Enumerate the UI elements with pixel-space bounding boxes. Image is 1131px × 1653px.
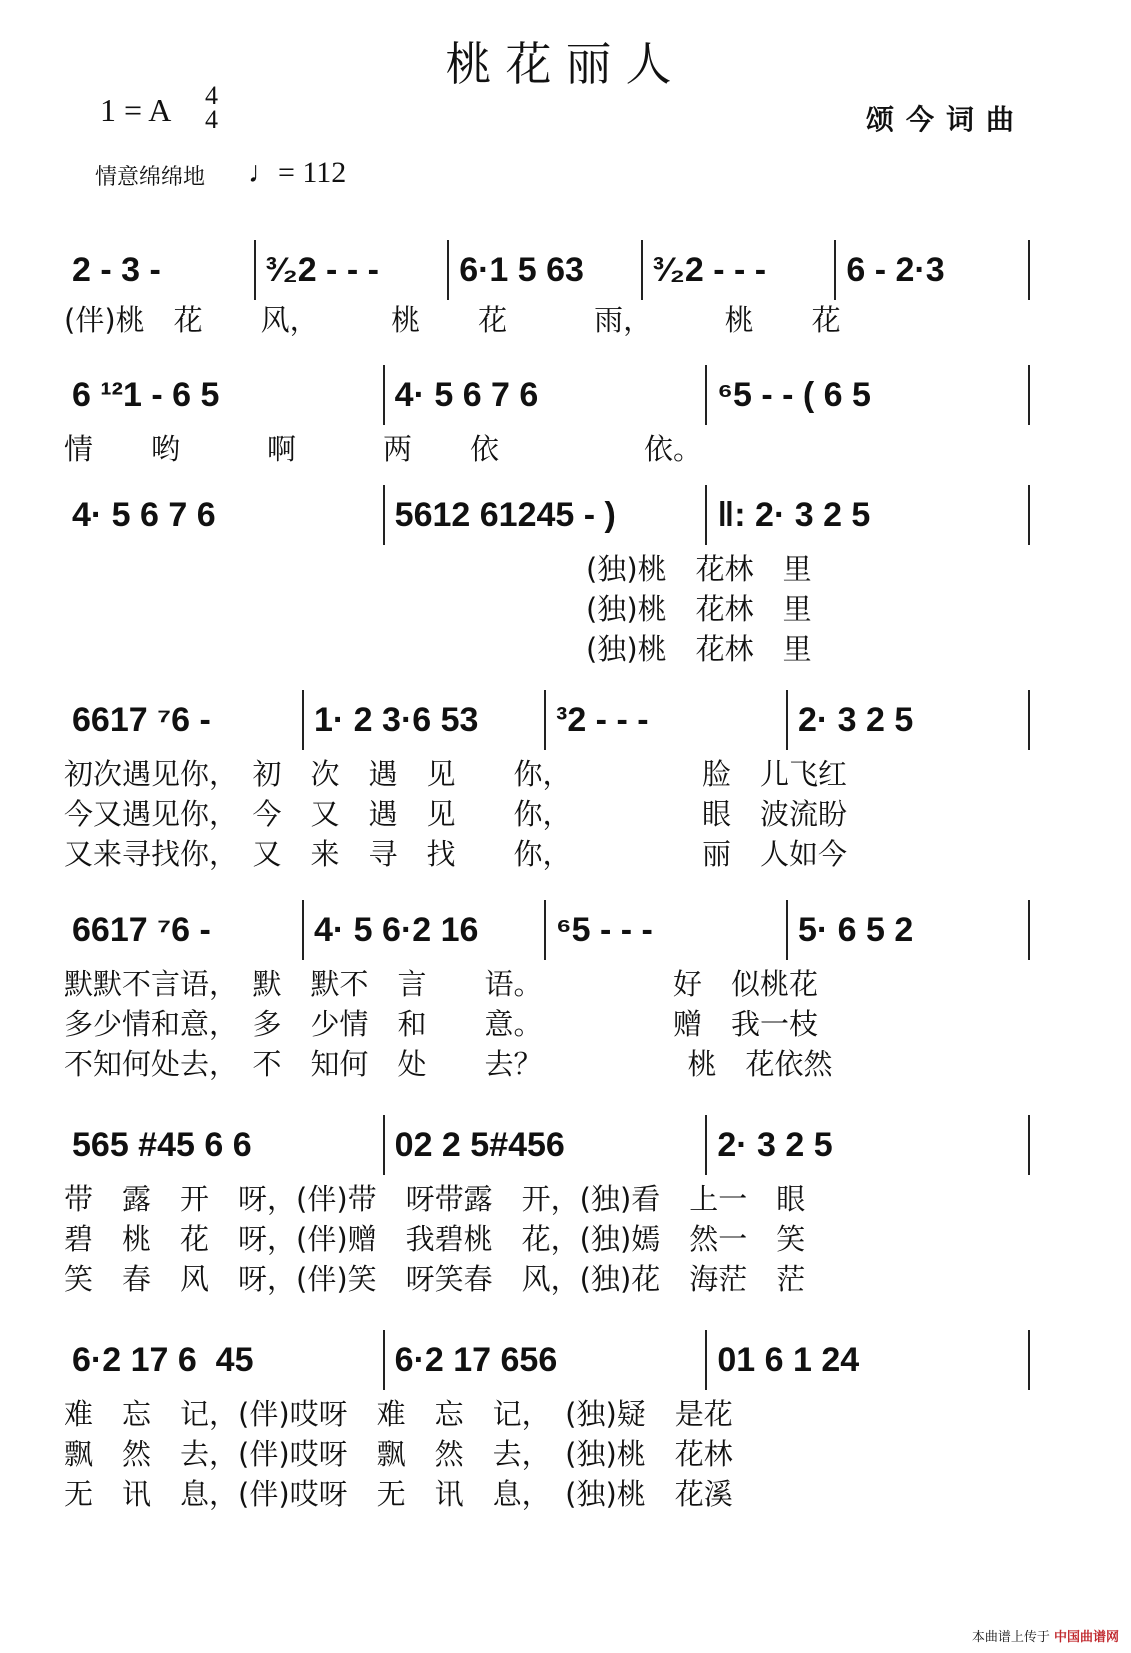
lyric-line: (独)桃 花林 里 <box>64 632 812 666</box>
measure: 5612 61245 - ) <box>385 485 708 545</box>
score-system <box>62 900 1030 1084</box>
lyric-line: 又来寻找你， 又 来 寻 找 你， 丽 人如今 <box>64 837 848 871</box>
lyric-line: 碧 桃 花 呀，(伴)赠 我碧桃 花，(独)嫣 然一 笑 <box>64 1222 806 1256</box>
lyric-line: 带 露 开 呀，(伴)带 呀带露 开，(独)看 上一 眼 <box>64 1182 806 1216</box>
notation-row <box>62 365 1030 425</box>
measure: 2· 3 2 5 <box>788 690 1030 750</box>
lyric-line: 多少情和意， 多 少情 和 意。 赠 我一枝 <box>64 1007 819 1041</box>
time-signature <box>205 81 218 134</box>
footer-text: 本曲谱上传于 <box>971 1630 1050 1645</box>
lyric-line: 初次遇见你， 初 次 遇 见 你， 脸 儿飞红 <box>64 757 848 791</box>
score-system <box>62 690 1030 874</box>
key-signature: 1 = A <box>100 92 172 128</box>
notation-row <box>62 1115 1030 1175</box>
measure: 565 #45 6 6 <box>62 1115 385 1175</box>
notation-row <box>62 485 1030 545</box>
measure: 2· 3 2 5 <box>707 1115 1030 1175</box>
measure: 6·2 17 656 <box>385 1330 708 1390</box>
lyric-line: (独)桃 花林 里 <box>64 592 812 626</box>
footer-watermark <box>972 1626 1119 1645</box>
measure: 6 - 2·3 <box>836 240 1030 300</box>
measure: 1· 2 3·6 53 <box>304 690 546 750</box>
notation-row <box>62 900 1030 960</box>
score-system <box>62 240 1030 340</box>
score-system <box>62 485 1030 669</box>
measure: 6 ¹²1 - 6 5 <box>62 365 385 425</box>
song-title: 桃花丽人 <box>445 37 686 91</box>
lyric-line: 今又遇见你， 今 又 遇 见 你， 眼 波流盼 <box>64 797 848 831</box>
measure: 6·2 17 6 45 <box>62 1330 385 1390</box>
measure: ⁶5 - - - <box>546 900 788 960</box>
measure: ⁶5 - - ( 6 5 <box>707 365 1030 425</box>
measure: ³⁄₂2 - - - <box>256 240 450 300</box>
measure: 6617 ⁷6 - <box>62 900 304 960</box>
measure: 4· 5 6 7 6 <box>62 485 385 545</box>
measure: 4· 5 6·2 16 <box>304 900 546 960</box>
tempo-mark: ♩= 112 <box>248 156 347 189</box>
lyric-line: 不知何处去， 不 知何 处 去？ 桃 花依然 <box>64 1047 833 1081</box>
measure: ³2 - - - <box>546 690 788 750</box>
lyric-line: 默默不言语， 默 默不 言 语。 好 似桃花 <box>64 967 819 1001</box>
score-system <box>62 1330 1030 1514</box>
measure: 01 6 1 24 <box>707 1330 1030 1390</box>
expression-mark: 情意绵绵地 <box>95 165 206 190</box>
measure: ³⁄₂2 - - - <box>643 240 837 300</box>
measure: 5· 6 5 2 <box>788 900 1030 960</box>
author: 颂今词曲 <box>865 103 1026 136</box>
measure: ‖: 2· 3 2 5 <box>707 485 1030 545</box>
time-sig-bottom: 4 <box>205 105 218 134</box>
score-system <box>62 1115 1030 1299</box>
notation-row <box>62 1330 1030 1390</box>
measure: 02 2 5#456 <box>385 1115 708 1175</box>
lyric-line: 情 哟 啊 两 依 依。 <box>64 432 703 466</box>
measure: 2 - 3 - <box>62 240 256 300</box>
score-system <box>62 365 1030 469</box>
measure: 6·1 5 63 <box>449 240 643 300</box>
lyric-line: (伴)桃 花 风， 桃 花 雨， 桃 花 <box>64 303 841 337</box>
lyric-line: 无 讯 息，(伴)哎呀 无 讯 息， (独)桃 花溪 <box>64 1477 733 1511</box>
footer-brand: 中国曲谱网 <box>1053 1630 1119 1645</box>
lyric-line: 难 忘 记，(伴)哎呀 难 忘 记， (独)疑 是花 <box>64 1397 733 1431</box>
lyric-line: 笑 春 风 呀，(伴)笑 呀笑春 风，(独)花 海茫 茫 <box>64 1262 806 1296</box>
notation-row <box>62 690 1030 750</box>
lyric-line: 飘 然 去，(伴)哎呀 飘 然 去， (独)桃 花林 <box>64 1437 733 1471</box>
notation-row <box>62 240 1030 300</box>
measure: 4· 5 6 7 6 <box>385 365 708 425</box>
measure: 6617 ⁷6 - <box>62 690 304 750</box>
lyric-line: (独)桃 花林 里 <box>64 552 812 586</box>
time-sig-top: 4 <box>205 81 218 110</box>
